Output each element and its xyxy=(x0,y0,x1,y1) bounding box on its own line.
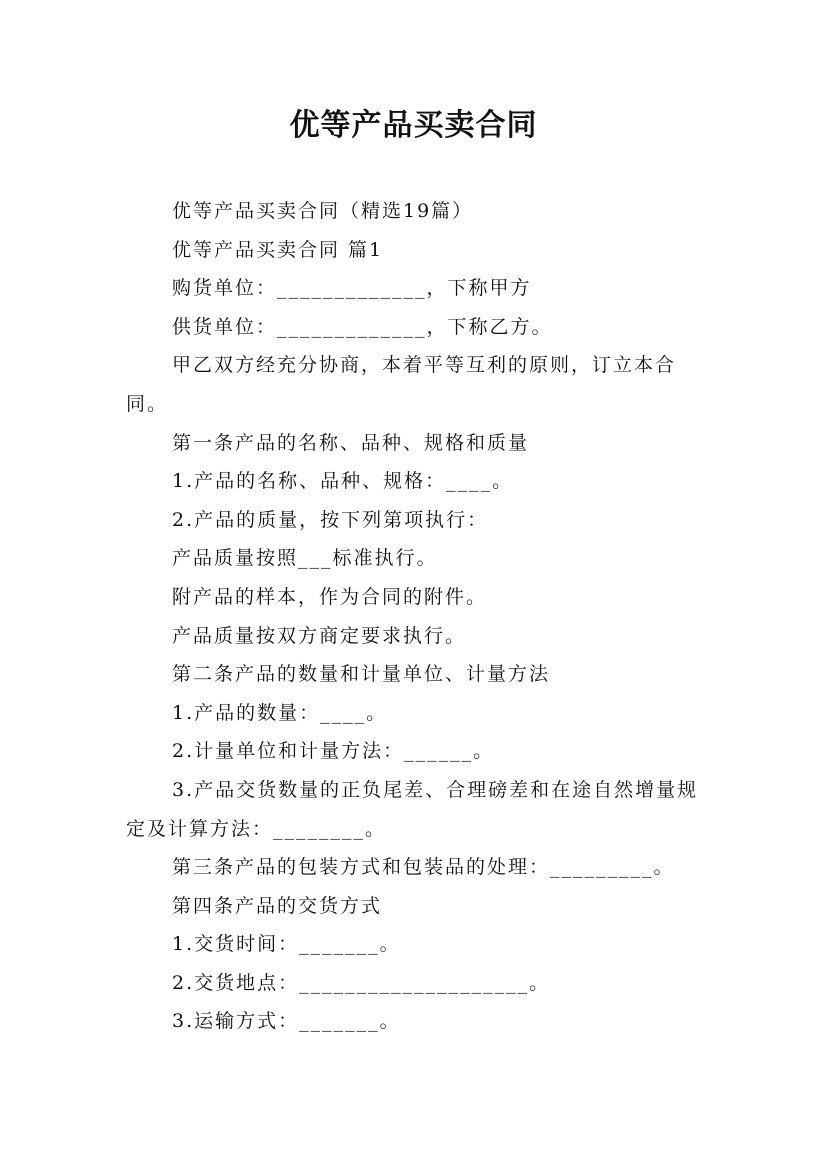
paragraph-supplier: 供货单位：_____________，下称乙方。 xyxy=(172,315,553,338)
paragraph-collection-heading: 优等产品买卖合同（精选19篇） xyxy=(172,200,474,222)
clause-3-heading: 第三条产品的包装方式和包装品的处理：_________。 xyxy=(172,856,675,879)
document-title: 优等产品买卖合同 xyxy=(289,108,538,143)
clause-1-heading: 第一条产品的名称、品种、规格和质量 xyxy=(172,431,530,454)
paragraph-article-heading: 优等产品买卖合同 篇1 xyxy=(172,238,384,261)
paragraph-buyer: 购货单位：_____________，下称甲方 xyxy=(172,277,532,300)
clause-4-item-2: 2.交货地点：____________________。 xyxy=(172,971,551,994)
clause-1-agreed-quality: 产品质量按双方商定要求执行。 xyxy=(172,624,467,647)
clause-2-item-2: 2.计量单位和计量方法：______。 xyxy=(172,740,495,763)
clause-4-heading: 第四条产品的交货方式 xyxy=(172,894,383,917)
clause-4-item-1: 1.交货时间：_______。 xyxy=(172,933,401,956)
clause-2-heading: 第二条产品的数量和计量单位、计量方法 xyxy=(172,663,551,686)
clause-1-item-2: 2.产品的质量，按下列第项执行： xyxy=(172,508,489,531)
clause-4-item-3: 3.运输方式：_______。 xyxy=(172,1010,401,1033)
paragraph-agreement: 甲乙双方经充分协商，本着平等互利的原则，订立本合同。 xyxy=(126,354,677,415)
clause-2-item-1: 1.产品的数量：____。 xyxy=(172,701,388,724)
clause-1-quality-standard: 产品质量按照___标准执行。 xyxy=(172,547,438,570)
clause-1-sample: 附产品的样本，作为合同的附件。 xyxy=(172,585,488,608)
clause-1-item-1: 1.产品的名称、品种、规格：____。 xyxy=(172,470,514,493)
clause-2-item-3: 3.产品交货数量的正负尾差、合理磅差和在途自然增量规定及计算方法：________。 xyxy=(126,778,699,840)
document-body xyxy=(126,192,706,1041)
